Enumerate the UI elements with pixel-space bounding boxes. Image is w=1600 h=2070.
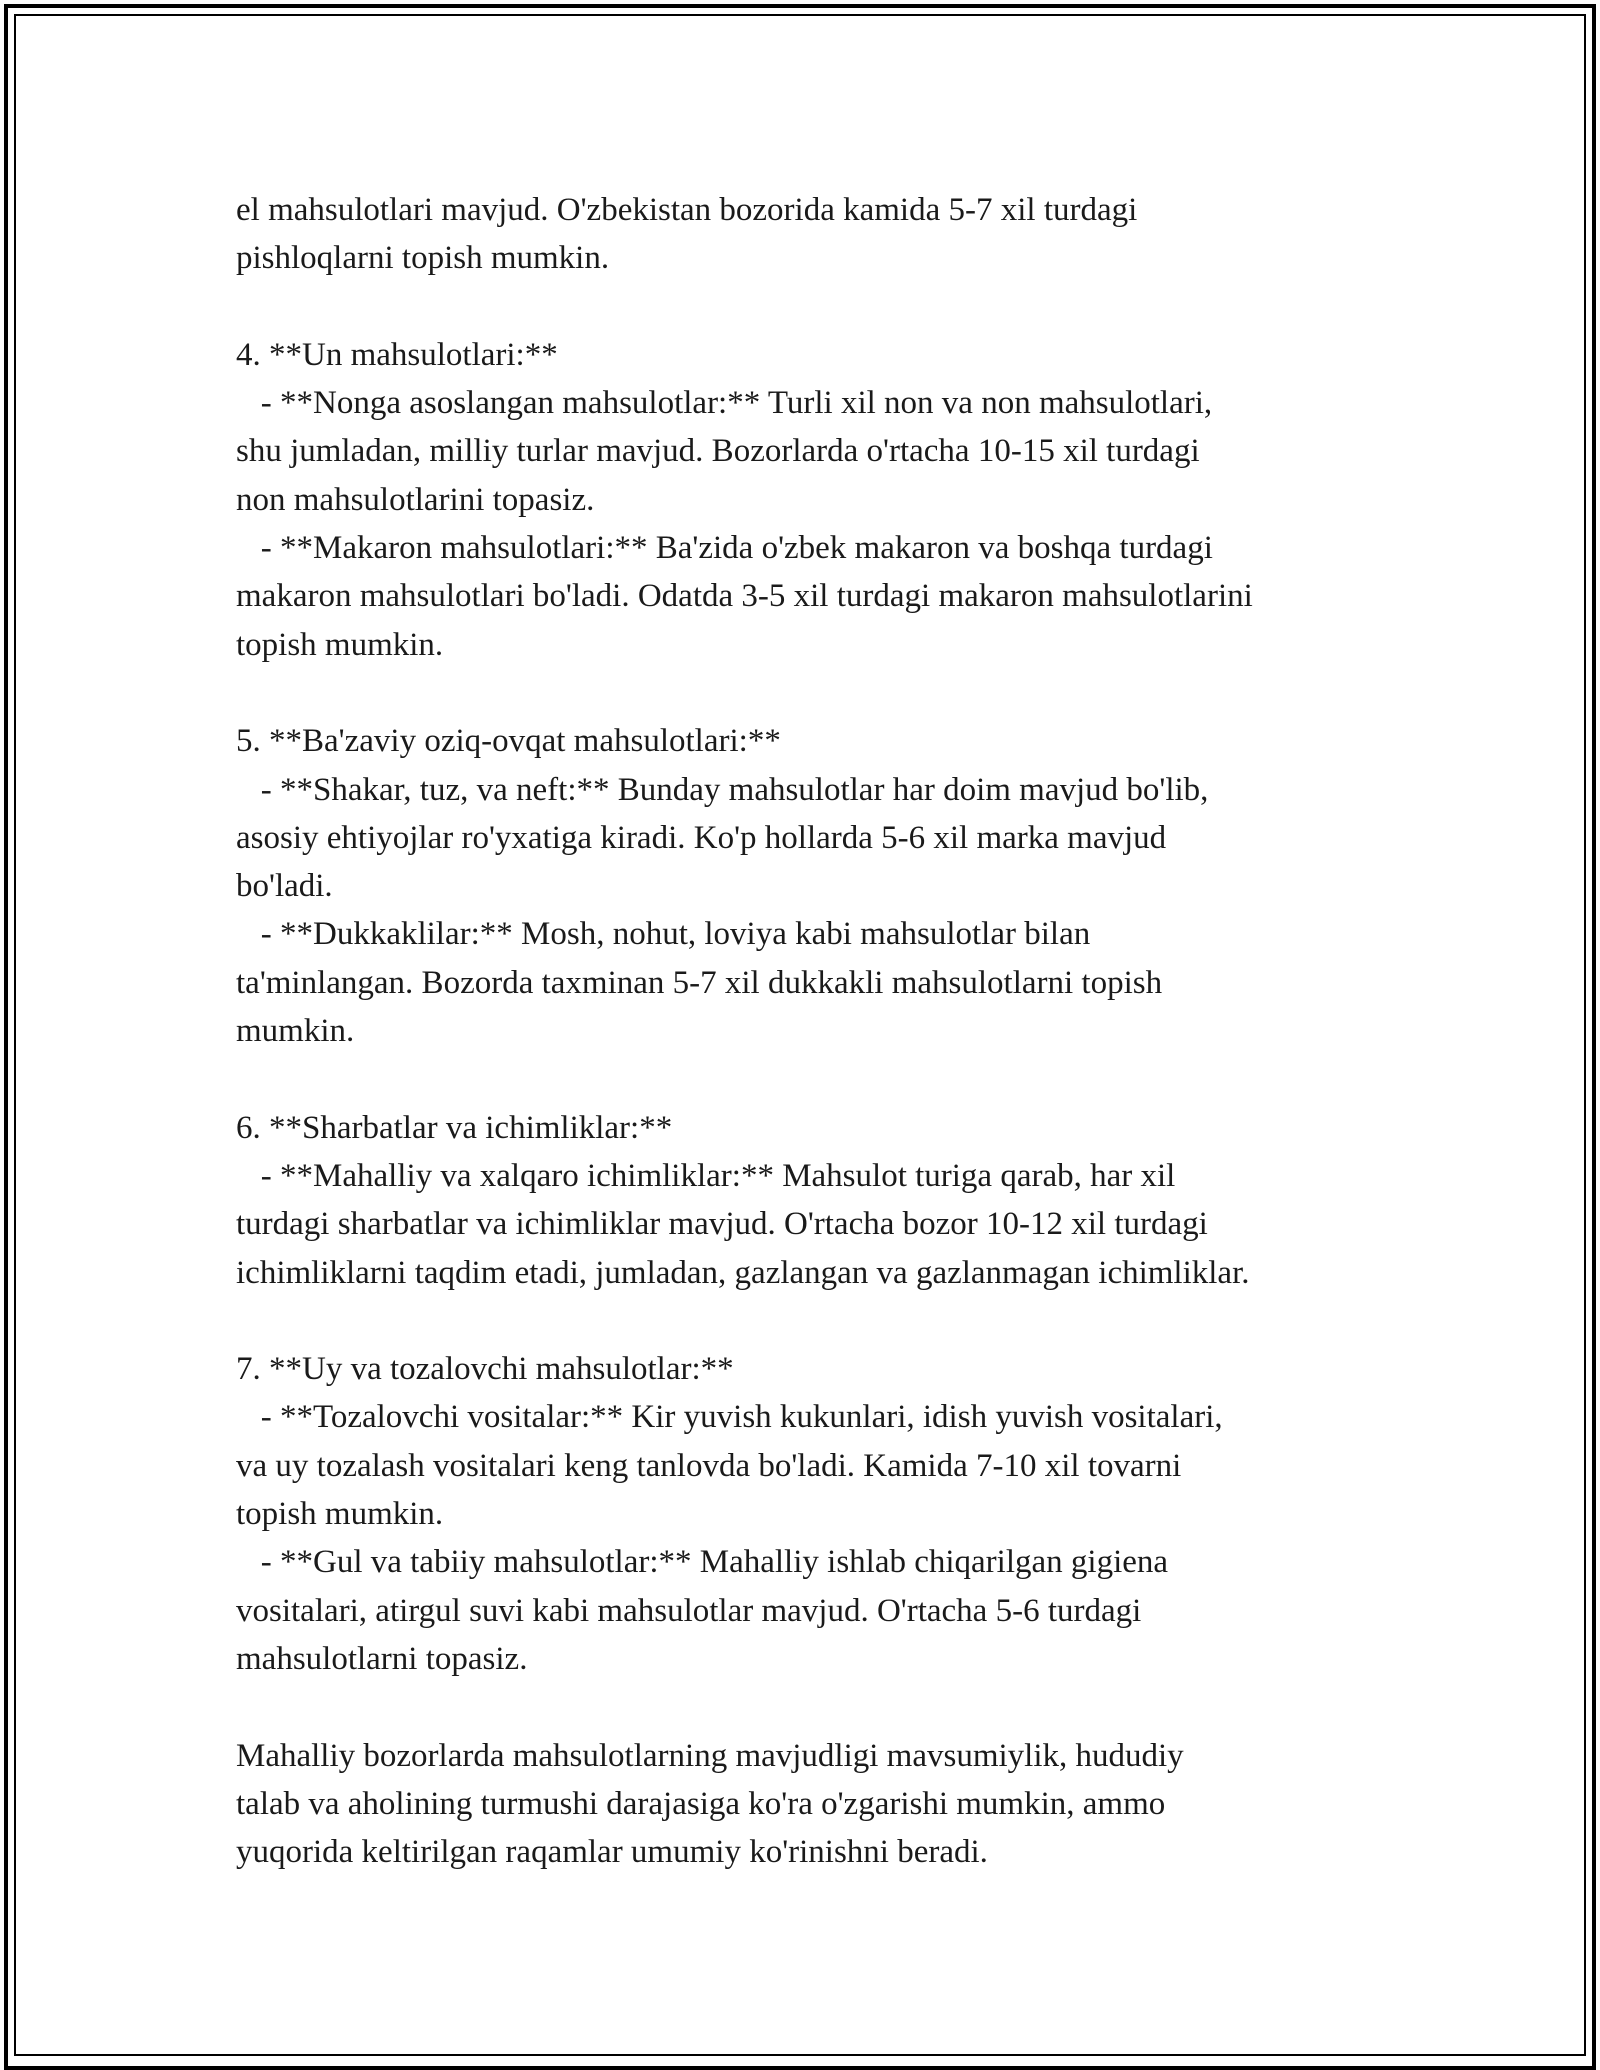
text-line: non mahsulotlarini topasiz. xyxy=(236,481,595,518)
text-line: turdagi sharbatlar va ichimliklar mavjud. O'rtacha bozor 10-12 xil turdagi xyxy=(236,1206,1208,1243)
blank-line xyxy=(236,669,1416,717)
text-line: ichimliklarni taqdim etadi, jumladan, gazlangan va gazlanmagan ichimliklar. xyxy=(236,1254,1250,1291)
text-line: ta'minlangan. Bozorda taxminan 5-7 xil dukkakli mahsulotlarni topish xyxy=(236,964,1163,1001)
text-line: mahsulotlarni topasiz. xyxy=(236,1640,528,1677)
text-line: el mahsulotlari mavjud. O'zbekistan bozorida kamida 5-7 xil turdagi xyxy=(236,192,1138,228)
text-line: 5. **Ba'zaviy oziq-ovqat mahsulotlari:** xyxy=(236,723,781,760)
text-line: Mahalliy bozorlarda mahsulotlarning mavjudligi mavsumiylik, hududiy xyxy=(236,1737,1184,1774)
text-line: - **Tozalovchi vositalar:** Kir yuvish kukunlari, idish yuvish vositalari, xyxy=(236,1399,1223,1436)
text-line: talab va aholining turmushi darajasiga ko'ra o'zgarishi mumkin, ammo xyxy=(236,1785,1166,1822)
document-body xyxy=(236,186,1416,1876)
text-line: topish mumkin. xyxy=(236,1496,444,1533)
text-line: - **Nonga asoslangan mahsulotlar:** Turli xil non va non mahsulotlari, xyxy=(236,385,1213,422)
blank-line xyxy=(236,283,1416,331)
blank-line xyxy=(236,1683,1416,1731)
text-line: pishloqlarni topish mumkin. xyxy=(236,240,610,277)
text-line: mumkin. xyxy=(236,1013,355,1050)
blank-line xyxy=(236,1297,1416,1345)
text-line: - **Makaron mahsulotlari:** Ba'zida o'zbek makaron va boshqa turdagi xyxy=(236,530,1213,567)
text-line: makaron mahsulotlari bo'ladi. Odatda 3-5 xil turdagi makaron mahsulotlarini xyxy=(236,578,1253,615)
text-line: 4. **Un mahsulotlari:** xyxy=(236,336,558,373)
text-line: - **Mahalliy va xalqaro ichimliklar:** Mahsulot turiga qarab, har xil xyxy=(236,1157,1176,1194)
text-line: 7. **Uy va tozalovchi mahsulotlar:** xyxy=(236,1351,734,1388)
text-line: 6. **Sharbatlar va ichimliklar:** xyxy=(236,1109,673,1146)
text-line: - **Shakar, tuz, va neft:** Bunday mahsulotlar har doim mavjud bo'lib, xyxy=(236,771,1209,808)
text-line: asosiy ehtiyojlar ro'yxatiga kiradi. Ko'p hollarda 5-6 xil marka mavjud xyxy=(236,819,1167,856)
text-line: yuqorida keltirilgan raqamlar umumiy ko'rinishni beradi. xyxy=(236,1834,988,1871)
text-line: shu jumladan, milliy turlar mavjud. Bozorlarda o'rtacha 10-15 xil turdagi xyxy=(236,433,1200,470)
text-line: - **Gul va tabiiy mahsulotlar:** Mahalliy ishlab chiqarilgan gigiena xyxy=(236,1544,1169,1581)
blank-line xyxy=(236,1055,1416,1103)
text-line: va uy tozalash vositalari keng tanlovda bo'ladi. Kamida 7-10 xil tovarni xyxy=(236,1447,1182,1484)
text-line: vositalari, atirgul suvi kabi mahsulotlar mavjud. O'rtacha 5-6 turdagi xyxy=(236,1592,1142,1629)
text-line: topish mumkin. xyxy=(236,626,444,663)
text-line: - **Dukkaklilar:** Mosh, nohut, loviya kabi mahsulotlar bilan xyxy=(236,916,1091,953)
text-line: bo'ladi. xyxy=(236,868,333,905)
